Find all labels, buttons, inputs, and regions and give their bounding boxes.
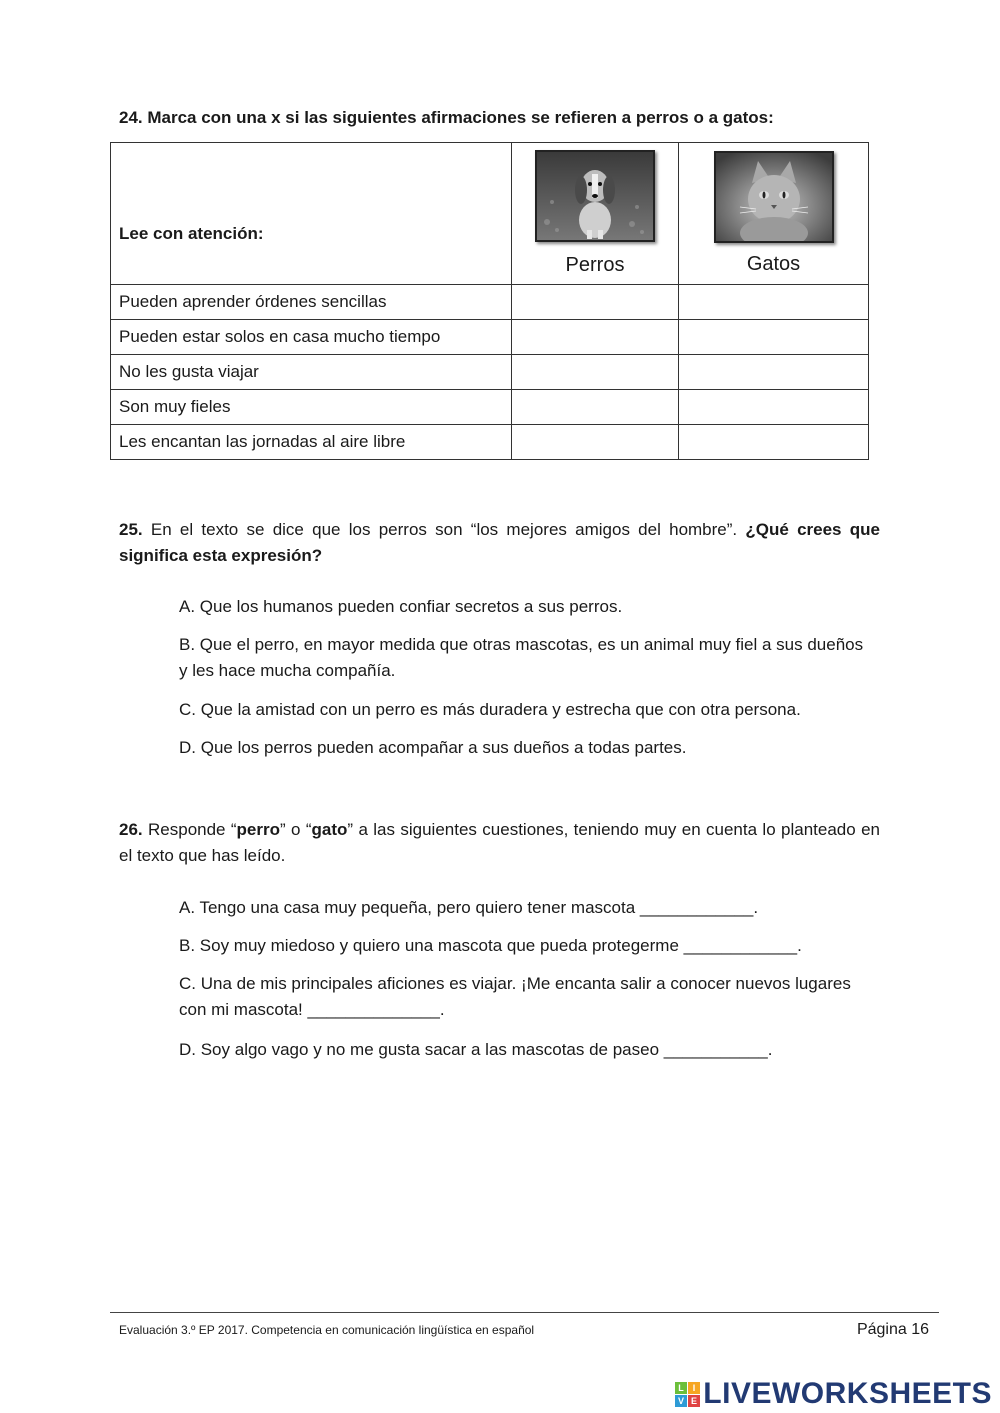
table-row — [111, 390, 869, 425]
logo-tile-1: L — [675, 1382, 687, 1394]
footer-divider — [110, 1312, 939, 1313]
table-row — [111, 285, 869, 320]
logo-tile-2: I — [688, 1382, 700, 1394]
q25-option-a[interactable]: A. Que los humanos pueden confiar secretos a sus perros. — [179, 597, 623, 616]
q26-option-b[interactable]: B. Soy muy miedoso y quiero una mascota que pueda protegerme ____________. — [179, 936, 802, 955]
perros-label: Perros — [565, 254, 625, 276]
statement-cell: Les encantan las jornadas al aire libre — [111, 425, 512, 460]
q26-prompt — [119, 817, 880, 869]
header-label: Lee con atención: — [119, 223, 264, 243]
footer-text: Evaluación 3.º EP 2017. Competencia en comunicación lingüística en español — [119, 1323, 535, 1337]
q26-number: 26. — [119, 820, 143, 839]
q24-title: 24. Marca con una x si las siguientes afirmaciones se refieren a perros o a gatos: — [119, 108, 774, 127]
q26-text-a: Responde “ — [142, 820, 237, 839]
q25-option-c[interactable]: C. Que la amistad con un perro es más duradera y estrecha que con otra persona. — [179, 700, 801, 719]
statement-cell: No les gusta viajar — [111, 355, 512, 390]
cat-photo — [714, 151, 834, 243]
dogs-cats-table — [110, 142, 869, 460]
gatos-checkbox-cell[interactable] — [679, 390, 869, 425]
statement-cell: Pueden aprender órdenes sencillas — [111, 285, 512, 320]
gatos-checkbox-cell[interactable] — [679, 355, 869, 390]
table-row — [111, 320, 869, 355]
gatos-column-header — [679, 143, 869, 285]
table-row — [111, 355, 869, 390]
q26-option-a[interactable]: A. Tengo una casa muy pequeña, pero quiero tener mascota ____________. — [179, 898, 759, 917]
perros-checkbox-cell[interactable] — [512, 390, 679, 425]
gatos-checkbox-cell[interactable] — [679, 320, 869, 355]
gatos-checkbox-cell[interactable] — [679, 425, 869, 460]
q25-option-b[interactable]: B. Que el perro, en mayor medida que otras mascotas, es un animal muy fiel a sus dueños y les hace mucha compañía. — [179, 635, 864, 680]
q26-option-d[interactable]: D. Soy algo vago y no me gusta sacar a las mascotas de paseo ___________. — [179, 1040, 773, 1059]
q26-text-b: ” o “ — [280, 820, 312, 839]
q25-prompt — [119, 517, 880, 569]
perros-checkbox-cell[interactable] — [512, 320, 679, 355]
q26-text-c: ” a las siguientes cuestiones, teniendo muy en cuenta lo planteado en el texto que has leído. — [119, 820, 880, 865]
header-label-cell — [111, 143, 512, 285]
perros-checkbox-cell[interactable] — [512, 285, 679, 320]
perros-checkbox-cell[interactable] — [512, 425, 679, 460]
liveworksheets-logo — [675, 1377, 992, 1411]
statement-cell: Pueden estar solos en casa mucho tiempo — [111, 320, 512, 355]
liveworksheets-logo-icon — [675, 1382, 700, 1407]
dog-photo — [535, 150, 655, 242]
gatos-label: Gatos — [746, 253, 801, 275]
perros-column-header — [512, 143, 679, 285]
table-row — [111, 425, 869, 460]
page-number: Página 16 — [856, 1321, 929, 1338]
q25-question: ¿Qué crees que significa esta expresión? — [119, 520, 880, 565]
logo-tile-3: V — [675, 1395, 687, 1407]
q25-number: 25. — [119, 520, 143, 539]
statement-cell: Son muy fieles — [111, 390, 512, 425]
perros-checkbox-cell[interactable] — [512, 355, 679, 390]
gatos-checkbox-cell[interactable] — [679, 285, 869, 320]
q26-option-c[interactable]: C. Una de mis principales aficiones es viajar. ¡Me encanta salir a conocer nuevos lugares con mi mascota! ______________. — [179, 974, 851, 1019]
q25-text: En el texto se dice que los perros son “los mejores amigos del hombre”. — [142, 520, 746, 539]
q26-word-gato: gato — [311, 820, 348, 839]
q25-option-d[interactable]: D. Que los perros pueden acompañar a sus dueños a todas partes. — [179, 738, 687, 757]
q26-word-perro: perro — [236, 820, 281, 839]
table-header-row — [111, 143, 869, 285]
liveworksheets-wordmark: LIVEWORKSHEETS — [703, 1377, 992, 1410]
logo-tile-4: E — [688, 1395, 700, 1407]
